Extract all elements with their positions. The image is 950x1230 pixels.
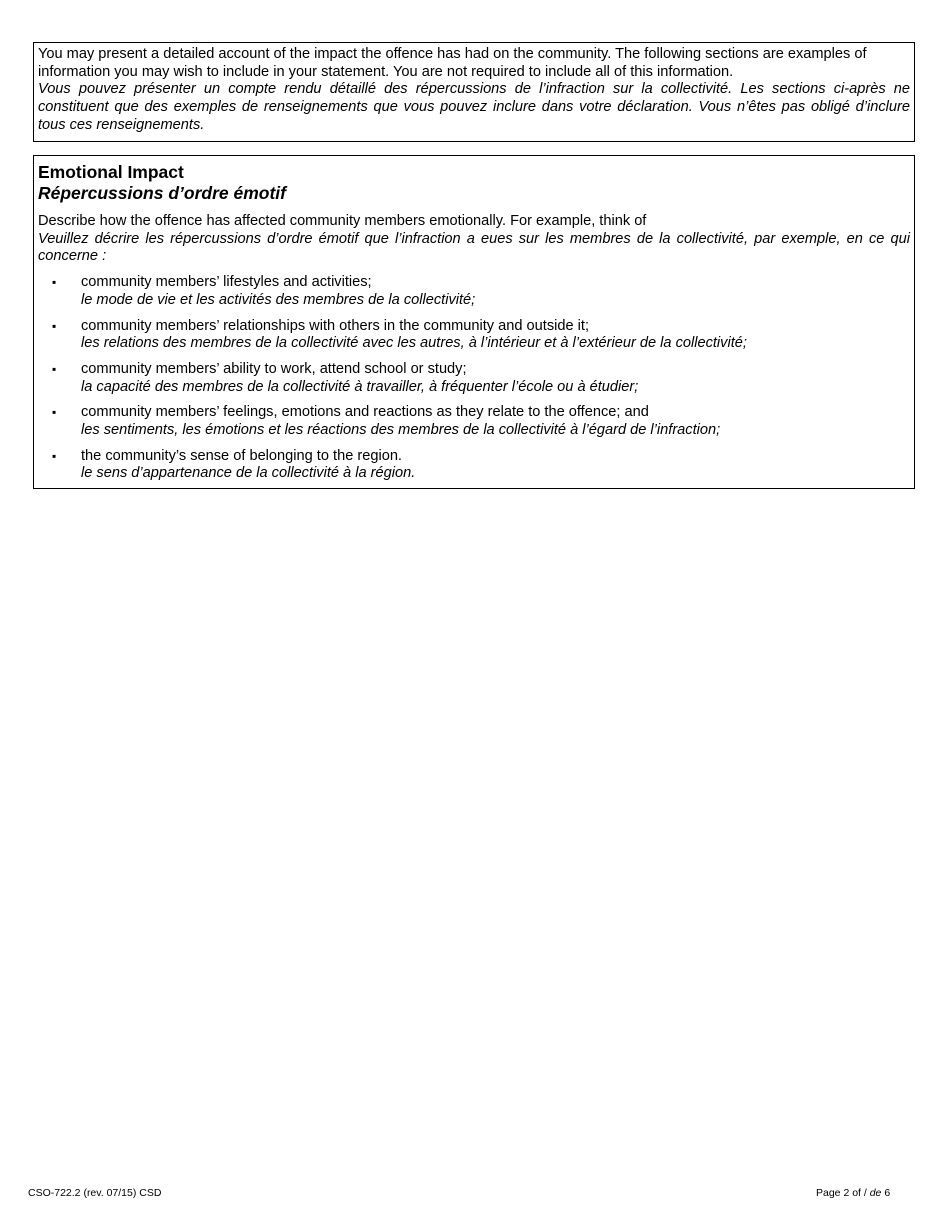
emotional-impact-section	[33, 155, 915, 489]
section-title-fr: Répercussions d’ordre émotif	[38, 183, 286, 203]
list-item	[38, 404, 910, 439]
page-prefix: Page 2 of /	[816, 1187, 870, 1199]
describe-text-fr: Veuillez décrire les répercussions d’ordre émotif que l’infraction a eues sur les membres de la collectivité, par exemple, en ce qui concerne :	[38, 230, 910, 265]
form-code: CSO-722.2 (rev. 07/15) CSD	[28, 1187, 162, 1199]
bullet-icon: ▪	[52, 448, 57, 463]
bullet-icon: ▪	[52, 361, 57, 376]
list-item	[38, 448, 910, 483]
bullet-icon: ▪	[52, 318, 57, 333]
list-item-text-fr: le sens d’appartenance de la collectivité à la région.	[81, 465, 416, 482]
list-item-text-en: community members’ relationships with others in the community and outside it;	[81, 317, 590, 334]
page-de: de	[869, 1187, 882, 1199]
page-total: 6	[881, 1187, 891, 1199]
describe-text-en: Describe how the offence has affected community members emotionally. For example, think of	[38, 213, 647, 229]
list-item-text-fr: le mode de vie et les activités des membres de la collectivité;	[81, 291, 476, 308]
list-item	[38, 361, 910, 396]
bullet-icon: ▪	[52, 275, 57, 290]
list-item	[38, 318, 910, 353]
intro-text-fr: Vous pouvez présenter un compte rendu détaillé des répercussions de l’infraction sur la collectivité. Les sections ci-après ne constituent que des exemples de renseignements que vous pouvez inclure dans votre déclaration. Vous n’êtes pas obligé d’inclure tous ces renseignements.	[38, 81, 910, 133]
list-item-text-fr: les sentiments, les émotions et les réactions des membres de la collectivité à l’égard de l’infraction;	[81, 422, 721, 439]
intro-section	[33, 42, 915, 142]
section-title-en: Emotional Impact	[38, 162, 184, 182]
list-item-text-en: community members’ lifestyles and activities;	[81, 274, 372, 291]
list-item	[38, 274, 910, 309]
list-item-text-fr: la capacité des membres de la collectivité à travailler, à fréquenter l’école ou à étudier;	[81, 378, 639, 395]
list-item-text-en: community members’ feelings, emotions and reactions as they relate to the offence; and	[81, 404, 649, 421]
intro-text-en: You may present a detailed account of the impact the offence has had on the community. The following sections are examples of information you may wish to include in your statement. You are not required to include all of this information.	[38, 46, 867, 80]
impact-examples-list	[38, 274, 910, 483]
list-item-text-en: community members’ ability to work, attend school or study;	[81, 360, 467, 377]
list-item-text-fr: les relations des membres de la collectivité avec les autres, à l’intérieur et à l’extérieur de la collectivité;	[81, 335, 747, 352]
page-number	[816, 1187, 890, 1199]
bullet-icon: ▪	[52, 405, 57, 420]
list-item-text-en: the community’s sense of belonging to the region.	[81, 447, 402, 464]
